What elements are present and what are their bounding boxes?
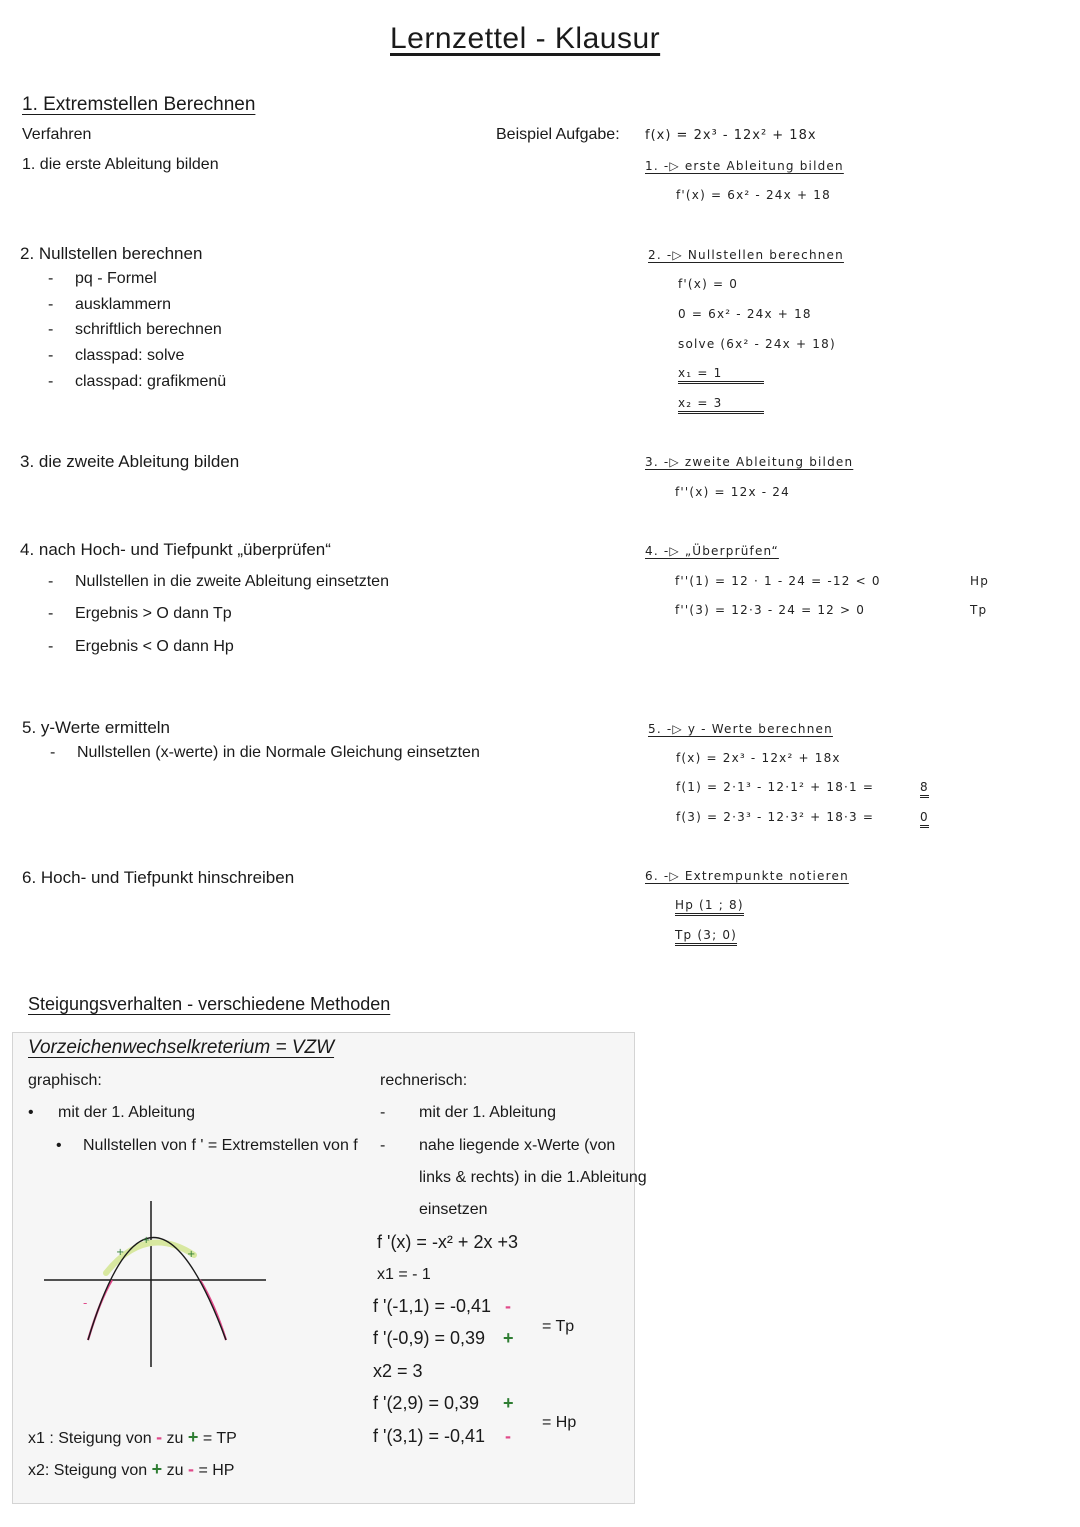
page-title: Lernzettel - Klausur: [390, 22, 661, 55]
plus-mark: +: [142, 1235, 151, 1246]
dash: -: [48, 347, 54, 364]
step-6: 6. Hoch- und Tiefpunkt hinschreiben: [22, 868, 295, 887]
minus-sign: -: [505, 1426, 511, 1446]
example-second-derivative: f''(x) = 12x - 24: [675, 485, 790, 499]
plus-mark: +: [116, 1247, 125, 1258]
plus-sign: +: [151, 1459, 163, 1479]
plus-sign: +: [187, 1427, 199, 1447]
example-step-2-line: solve (6x² - 24x + 18): [678, 337, 836, 351]
example-function: f(x) = 2x³ - 12x² + 18x: [645, 128, 817, 143]
dash: -: [380, 1104, 386, 1121]
section-heading-extremstellen: 1. Extremstellen Berechnen: [22, 94, 256, 115]
graphisch-subpoint: Nullstellen von f ' = Extremstellen von f: [83, 1137, 358, 1154]
calc-value: f '(-0,9) = 0,39: [373, 1328, 485, 1348]
rechnerisch-point: nahe liegende x-Werte (von: [419, 1137, 616, 1154]
note-text: = TP: [202, 1430, 237, 1447]
example-y-value: 0: [920, 810, 929, 828]
rechnerisch-label: rechnerisch:: [380, 1072, 468, 1089]
parabola-sketch: [40, 1195, 270, 1370]
step-4: 4. nach Hoch- und Tiefpunkt „überprüfen“: [20, 540, 331, 559]
example-check-line: f''(1) = 12 · 1 - 24 = -12 < 0: [675, 574, 881, 588]
calc-value: f '(-1,1) = -0,41: [373, 1296, 491, 1316]
example-step-3-heading: 3. -▷ zweite Ableitung bilden: [645, 455, 854, 469]
note-x1: [28, 1427, 237, 1448]
step-2-item: classpad: grafikmenü: [75, 373, 227, 390]
calc-result-tp: = Tp: [542, 1318, 575, 1335]
calc-value: f '(3,1) = -0,41: [373, 1426, 485, 1446]
plus-mark: +: [187, 1249, 196, 1260]
beispiel-label: Beispiel Aufgabe:: [496, 126, 620, 143]
plus-sign: +: [503, 1328, 514, 1348]
dash: -: [48, 321, 54, 338]
dash: -: [48, 573, 54, 590]
section-heading-steigungsverhalten: Steigungsverhalten - verschiedene Methoden: [28, 994, 391, 1014]
example-high-point: Hp (1 ; 8): [675, 898, 744, 916]
rechnerisch-point-cont: links & rechts) in die 1.Ableitung: [419, 1169, 647, 1186]
plus-sign: +: [503, 1393, 514, 1413]
step-2: 2. Nullstellen berechnen: [20, 244, 203, 263]
example-step-2-line: f'(x) = 0: [678, 277, 739, 291]
example-y-value: 8: [920, 780, 929, 798]
step-4-item: Ergebnis > O dann Tp: [75, 605, 232, 622]
calc-x1: x1 = - 1: [377, 1266, 431, 1283]
minus-sign: -: [505, 1296, 511, 1316]
example-low-point: Tp (3; 0): [675, 928, 737, 946]
example-step-1-heading: 1. -▷ erste Ableitung bilden: [645, 159, 844, 173]
rechnerisch-point-cont: einsetzen: [419, 1201, 488, 1218]
example-y-line: f(x) = 2x³ - 12x² + 18x: [676, 751, 841, 765]
rechnerisch-point: mit der 1. Ableitung: [419, 1104, 556, 1121]
step-4-item: Nullstellen in die zweite Ableitung einsetzten: [75, 573, 389, 590]
dash: -: [50, 744, 56, 761]
step-1: 1. die erste Ableitung bilden: [22, 156, 219, 173]
example-step-6-heading: 6. -▷ Extrempunkte notieren: [645, 869, 849, 883]
note-text: zu: [166, 1430, 184, 1447]
minus-mark: -: [83, 1296, 88, 1310]
example-step-2-line: 0 = 6x² - 24x + 18: [678, 307, 812, 321]
graphisch-point: mit der 1. Ableitung: [58, 1104, 195, 1121]
step-4-item: Ergebnis < O dann Hp: [75, 638, 234, 655]
note-text: x1 : Steigung von: [28, 1430, 152, 1447]
step-3: 3. die zweite Ableitung bilden: [20, 452, 240, 471]
calc-value: f '(2,9) = 0,39: [373, 1393, 479, 1413]
dash: -: [380, 1137, 386, 1154]
note-text: = HP: [198, 1462, 235, 1479]
dash: -: [48, 270, 54, 287]
example-y-line: f(1) = 2·1³ - 12·1² + 18·1 =: [676, 780, 875, 794]
calc-derivative: f '(x) = -x² + 2x +3: [377, 1232, 518, 1252]
example-check-result: Hp: [970, 574, 990, 588]
bullet: •: [56, 1137, 62, 1154]
graphisch-label: graphisch:: [28, 1072, 102, 1089]
note-x2: [28, 1459, 234, 1480]
example-zero-x1: x₁ = 1: [678, 366, 764, 384]
vzw-box-title: Vorzeichenwechselkreterium = VZW: [28, 1037, 335, 1058]
step-2-item: pq - Formel: [75, 270, 157, 287]
example-step-4-heading: 4. -▷ „Überprüfen“: [645, 544, 779, 558]
note-text: zu: [166, 1462, 184, 1479]
example-y-line: f(3) = 2·3³ - 12·3² + 18·3 =: [676, 810, 875, 824]
example-step-5-heading: 5. -▷ y - Werte berechnen: [648, 722, 833, 736]
step-5: 5. y-Werte ermitteln: [22, 718, 171, 737]
calc-result-hp: = Hp: [542, 1414, 577, 1431]
step-2-item: ausklammern: [75, 296, 172, 313]
bullet: •: [28, 1104, 34, 1121]
example-step-2-heading: 2. -▷ Nullstellen berechnen: [648, 248, 844, 262]
left-slope-curve: [88, 1280, 112, 1340]
example-check-result: Tp: [970, 603, 988, 617]
minus-sign: -: [187, 1459, 194, 1479]
example-first-derivative: f'(x) = 6x² - 24x + 18: [676, 188, 831, 202]
step-5-item: Nullstellen (x-werte) in die Normale Gleichung einsetzten: [77, 744, 480, 761]
dash: -: [48, 638, 54, 655]
step-2-item: schriftlich berechnen: [75, 321, 222, 338]
step-2-item: classpad: solve: [75, 347, 185, 364]
dash: -: [48, 296, 54, 313]
minus-sign: -: [156, 1427, 163, 1447]
example-zero-x2: x₂ = 3: [678, 396, 764, 414]
example-check-line: f''(3) = 12·3 - 24 = 12 > 0: [675, 603, 866, 617]
verfahren-label: Verfahren: [22, 126, 92, 143]
note-text: x2: Steigung von: [28, 1462, 148, 1479]
calc-x2: x2 = 3: [373, 1361, 423, 1381]
dash: -: [48, 605, 54, 622]
dash: -: [48, 373, 54, 390]
